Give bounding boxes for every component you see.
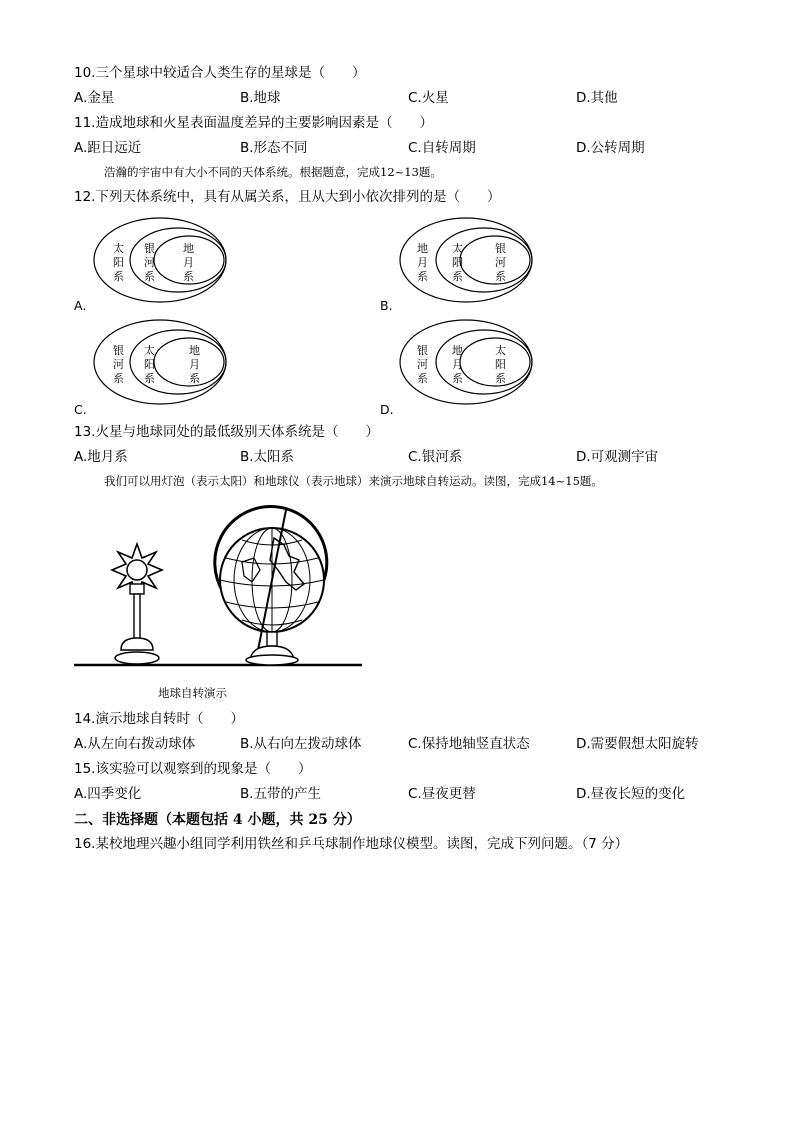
diagram-c-inner-label: 地月系 [189,344,200,385]
intro-12-13: 浩瀚的宇宙中有大小不同的天体系统。根据题意，完成12~13题。 [104,165,442,179]
diagram-a-inner-label: 地月系 [183,242,194,283]
globe-icon [215,507,327,665]
q15-option-d[interactable]: D.昼夜长短的变化 [576,786,686,802]
diagram-a-middle-label: 银河系 [144,242,155,283]
question-13-stem: 13.火星与地球同处的最低级别天体系统是（ ） [74,424,379,440]
question-10-stem: 10.三个星球中较适合人类生存的星球是（ ） [74,65,366,81]
question-12-stem: 12.下列天体系统中，具有从属关系，且从大到小依次排列的是（ ） [74,189,501,205]
q13-option-d[interactable]: D.可观测宇宙 [576,449,659,465]
question-14-stem: 14.演示地球自转时（ ） [74,711,244,727]
question-11-stem: 11.造成地球和火星表面温度差异的主要影响因素是（ ） [74,115,433,131]
diagram-c-outer-label: 银河系 [113,344,124,385]
q11-option-d[interactable]: D.公转周期 [576,140,645,156]
diagram-c-middle-label: 太阳系 [144,344,155,385]
diagram-b-inner-label: 银河系 [495,242,506,283]
q13-option-a[interactable]: A.地月系 [74,449,128,465]
earth-rotation-figure [74,500,364,672]
q14-option-d[interactable]: D.需要假想太阳旋转 [576,736,699,752]
q10-option-a[interactable]: A.金星 [74,90,115,106]
diagram-c-letter[interactable]: C. [74,402,87,417]
q15-option-a[interactable]: A.四季变化 [74,786,142,802]
diagram-d-inner-label: 太阳系 [495,344,506,385]
diagram-d-letter[interactable]: D. [380,402,394,417]
q14-option-c[interactable]: C.保持地轴竖直状态 [408,736,530,752]
intro-14-15: 我们可以用灯泡（表示太阳）和地球仪（表示地球）来演示地球自转运动。读图，完成14~15题。 [104,474,603,488]
q15-option-b[interactable]: B.五带的产生 [240,786,322,802]
question-14-options [74,735,754,753]
q11-option-a[interactable]: A.距日远近 [74,140,142,156]
diagram-b-outer-label: 地月系 [417,242,428,283]
q10-option-d[interactable]: D.其他 [576,90,618,106]
diagram-a-outer-label: 太阳系 [113,242,124,283]
diagram-d-middle-label: 地月系 [452,344,463,385]
question-13-options [74,448,754,466]
question-15-stem: 15.该实验可以观察到的现象是（ ） [74,761,312,777]
q11-option-c[interactable]: C.自转周期 [408,140,476,156]
section-2-title: 二、非选择题（本题包括 4 小题，共 25 分） [74,812,361,828]
question-10-options [74,89,754,107]
lamp-sun-icon [112,544,162,664]
q13-option-b[interactable]: B.太阳系 [240,449,295,465]
question-15-options [74,785,754,803]
diagram-b-middle-label: 太阳系 [452,242,463,283]
question-11-options [74,139,754,157]
diagram-b-letter[interactable]: B. [380,298,393,313]
question-16-stem: 16.某校地理兴趣小组同学利用铁丝和乒乓球制作地球仪模型。读图，完成下列问题。（7 分） [74,836,629,852]
q14-option-b[interactable]: B.从右向左拨动球体 [240,736,362,752]
diagram-a-letter[interactable]: A. [74,298,87,313]
q15-option-c[interactable]: C.昼夜更替 [408,786,476,802]
diagram-d-outer-label: 银河系 [417,344,428,385]
q13-option-c[interactable]: C.银河系 [408,449,463,465]
q11-option-b[interactable]: B.形态不同 [240,140,308,156]
q10-option-b[interactable]: B.地球 [240,90,281,106]
figure-caption: 地球自转演示 [158,686,227,700]
q14-option-a[interactable]: A.从左向右拨动球体 [74,736,196,752]
q10-option-c[interactable]: C.火星 [408,90,449,106]
